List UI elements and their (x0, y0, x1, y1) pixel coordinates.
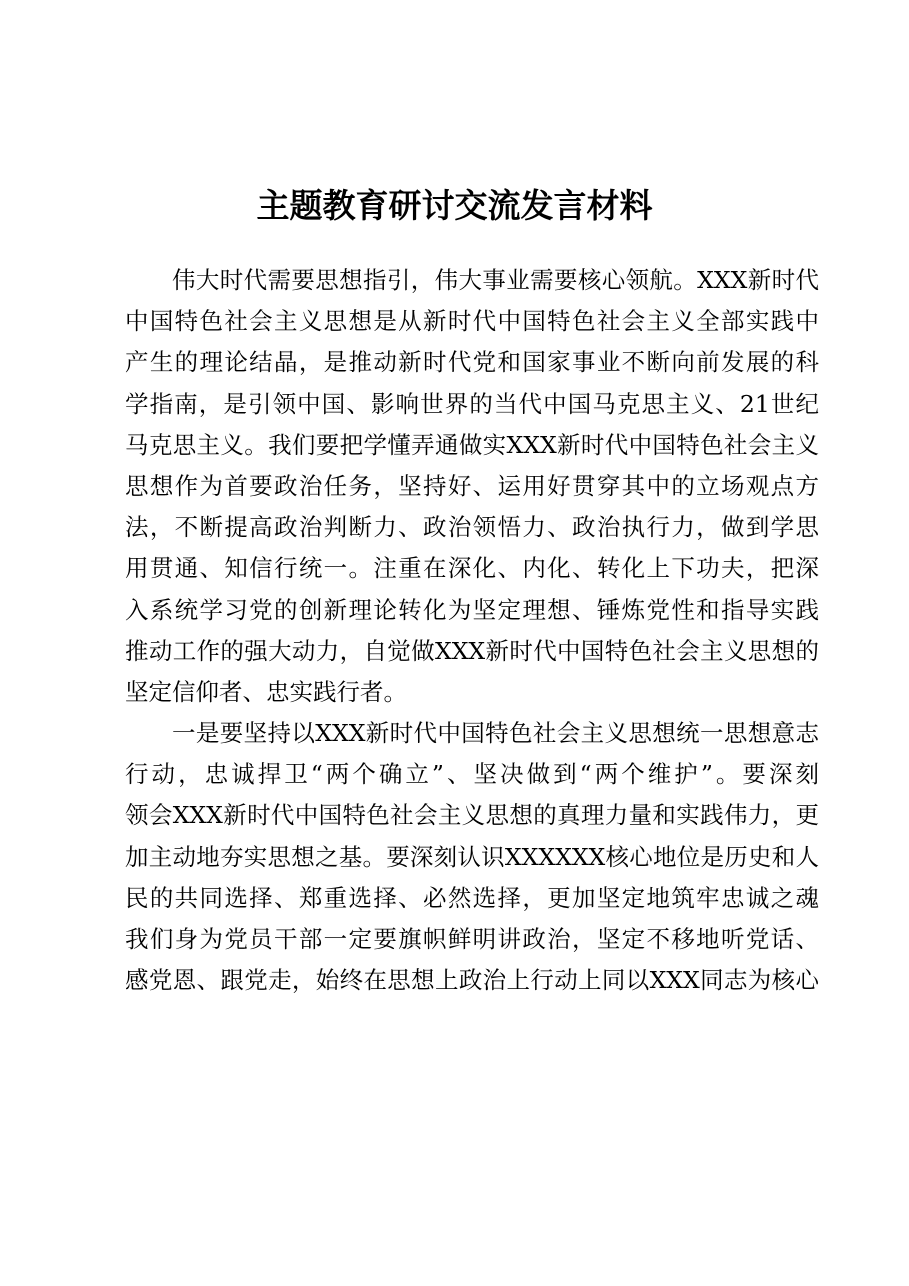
paragraph-2 (125, 713, 819, 1001)
document-body (125, 260, 819, 1001)
text-line: 学指南，是引领中国、影响世界的当代中国马克思主义、21世纪 (125, 389, 819, 418)
text-line: 行动，忠诚捍卫“两个确立”、坚决做到“两个维护”。要深刻 (125, 760, 819, 789)
text-line: 感党恩、跟党走，始终在思想上政治上行动上同以XXX同志为核心 (125, 966, 819, 995)
text-line: 马克思主义。我们要把学懂弄通做实XXX新时代中国特色社会主义 (125, 430, 819, 459)
text-line: 领会XXX新时代中国特色社会主义思想的真理力量和实践伟力，更 (125, 801, 819, 830)
text-line: 一是要坚持以XXX新时代中国特色社会主义思想统一思想意志 (172, 719, 819, 748)
text-line: 产生的理论结晶，是推动新时代党和国家事业不断向前发展的科 (125, 348, 819, 377)
text-line: 中国特色社会主义思想是从新时代中国特色社会主义全部实践中 (125, 307, 819, 336)
text-line: 用贯通、知信行统一。注重在深化、内化、转化上下功夫，把深 (125, 554, 819, 583)
paragraph-1 (125, 260, 819, 713)
text-line: 推动工作的强大动力，自觉做XXX新时代中国特色社会主义思想的 (125, 636, 819, 665)
text-line: 伟大时代需要思想指引，伟大事业需要核心领航。XXX新时代 (172, 266, 819, 294)
text-line: 思想作为首要政治任务，坚持好、运用好贯穿其中的立场观点方 (125, 471, 819, 500)
document-title: 主题教育研讨交流发言材料 (256, 186, 653, 225)
text-line: 民的共同选择、郑重选择、必然选择，更加坚定地筑牢忠诚之魂 (125, 883, 819, 912)
text-line: 入系统学习党的创新理论转化为坚定理想、锤炼党性和指导实践 (125, 595, 819, 624)
text-line: 坚定信仰者、忠实践行者。 (125, 677, 407, 706)
text-line: 我们身为党员干部一定要旗帜鲜明讲政治，坚定不移地听党话、 (125, 925, 819, 953)
text-line: 加主动地夯实思想之基。要深刻认识XXXXXX核心地位是历史和人 (125, 842, 819, 871)
text-line: 法，不断提高政治判断力、政治领悟力、政治执行力，做到学思 (125, 513, 819, 542)
